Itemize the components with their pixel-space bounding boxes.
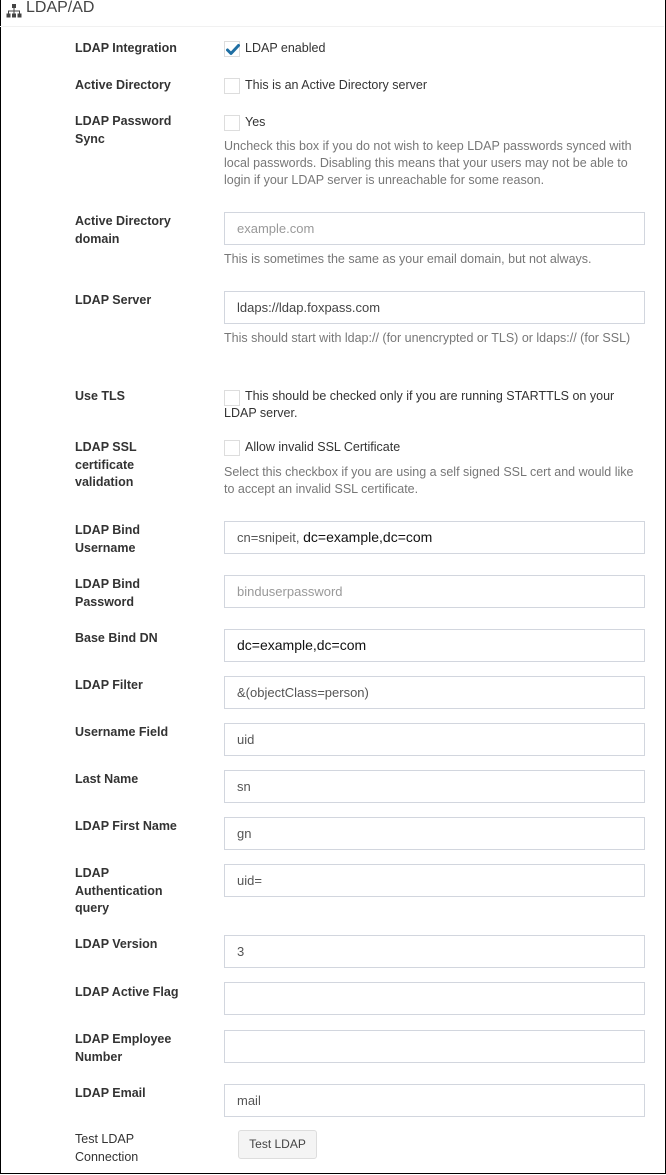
ldap-enabled-checkbox[interactable] bbox=[224, 41, 240, 57]
panel-title: LDAP/AD bbox=[26, 0, 95, 16]
panel-header bbox=[0, 0, 664, 27]
active-directory-checkbox-label: This is an Active Directory server bbox=[245, 78, 427, 92]
first-name-label: LDAP First Name bbox=[75, 819, 177, 833]
ldap-version-input[interactable]: 3 bbox=[224, 935, 645, 968]
password-sync-checkbox[interactable] bbox=[224, 115, 240, 131]
password-sync-help: Uncheck this box if you do not wish to keep LDAP passwords synced with local passwords. Disabling this means that your users may not be able to login if your LDAP server is unreachable for some reason. bbox=[224, 139, 632, 187]
last-name-label: Last Name bbox=[75, 772, 139, 786]
ldap-enabled-label: LDAP enabled bbox=[245, 41, 326, 55]
bind-password-label: LDAP Bind Password bbox=[75, 577, 141, 609]
username-field-input[interactable]: uid bbox=[224, 723, 645, 756]
active-directory-checkbox[interactable] bbox=[224, 78, 240, 94]
auth-query-label: LDAP Authentication query bbox=[75, 866, 163, 915]
test-connection-label: Test LDAP Connection bbox=[75, 1132, 139, 1164]
username-field-label: Username Field bbox=[75, 725, 169, 739]
auth-query-input[interactable]: uid= bbox=[224, 864, 645, 897]
bind-password-input[interactable] bbox=[224, 575, 645, 608]
base-bind-dn-input[interactable]: dc=example,dc=com bbox=[224, 629, 645, 662]
first-name-input[interactable]: gn bbox=[224, 817, 645, 850]
ldap-email-label: LDAP Email bbox=[75, 1086, 146, 1100]
checkmark-icon bbox=[226, 43, 240, 57]
password-sync-label: LDAP Password Sync bbox=[75, 114, 172, 146]
ldap-server-input[interactable]: ldaps://ldap.foxpass.com bbox=[224, 291, 645, 324]
employee-number-label: LDAP Employee Number bbox=[75, 1032, 172, 1064]
ssl-validation-checkbox[interactable] bbox=[224, 440, 240, 456]
active-flag-label: LDAP Active Flag bbox=[75, 985, 179, 999]
active-directory-label: Active Directory bbox=[75, 78, 171, 92]
ldap-email-input[interactable]: mail bbox=[224, 1084, 645, 1117]
ad-domain-placeholder: example.com bbox=[237, 221, 315, 236]
use-tls-checkbox-label: This should be checked only if you are running STARTTLS on your LDAP server. bbox=[224, 389, 615, 420]
ssl-validation-checkbox-label: Allow invalid SSL Certificate bbox=[245, 440, 401, 454]
sitemap-icon bbox=[6, 4, 22, 18]
password-sync-checkbox-label: Yes bbox=[245, 115, 266, 129]
ldap-filter-label: LDAP Filter bbox=[75, 678, 143, 692]
ldap-filter-input[interactable]: &(objectClass=person) bbox=[224, 676, 645, 709]
ldap-version-label: LDAP Version bbox=[75, 937, 158, 951]
ad-domain-input[interactable] bbox=[224, 212, 645, 245]
ldap-server-label: LDAP Server bbox=[75, 293, 152, 307]
employee-number-input[interactable] bbox=[224, 1030, 645, 1063]
use-tls-label: Use TLS bbox=[75, 389, 126, 403]
ssl-validation-label: LDAP SSL certificate validation bbox=[75, 440, 137, 489]
bind-username-prefix: cn=snipeit, bbox=[237, 530, 300, 545]
ssl-validation-help: Select this checkbox if you are using a self signed SSL cert and would like to accept an invalid SSL certificate. bbox=[224, 465, 634, 496]
ad-domain-help: This is sometimes the same as your email domain, but not always. bbox=[224, 252, 592, 266]
last-name-input[interactable]: sn bbox=[224, 770, 645, 803]
bind-password-placeholder: binduserpassword bbox=[237, 584, 343, 599]
ldap-integration-label: LDAP Integration bbox=[75, 41, 177, 55]
base-bind-dn-label: Base Bind DN bbox=[75, 631, 158, 645]
test-ldap-button[interactable]: Test LDAP bbox=[238, 1130, 317, 1159]
ldap-server-help: This should start with ldap:// (for unencrypted or TLS) or ldaps:// (for SSL) bbox=[224, 331, 631, 345]
ad-domain-label: Active Directory domain bbox=[75, 214, 171, 246]
bind-username-suffix: dc=example,dc=com bbox=[303, 529, 433, 545]
bind-username-input[interactable] bbox=[224, 521, 645, 554]
bind-username-label: LDAP Bind Username bbox=[75, 523, 141, 555]
active-flag-input[interactable] bbox=[224, 982, 645, 1015]
